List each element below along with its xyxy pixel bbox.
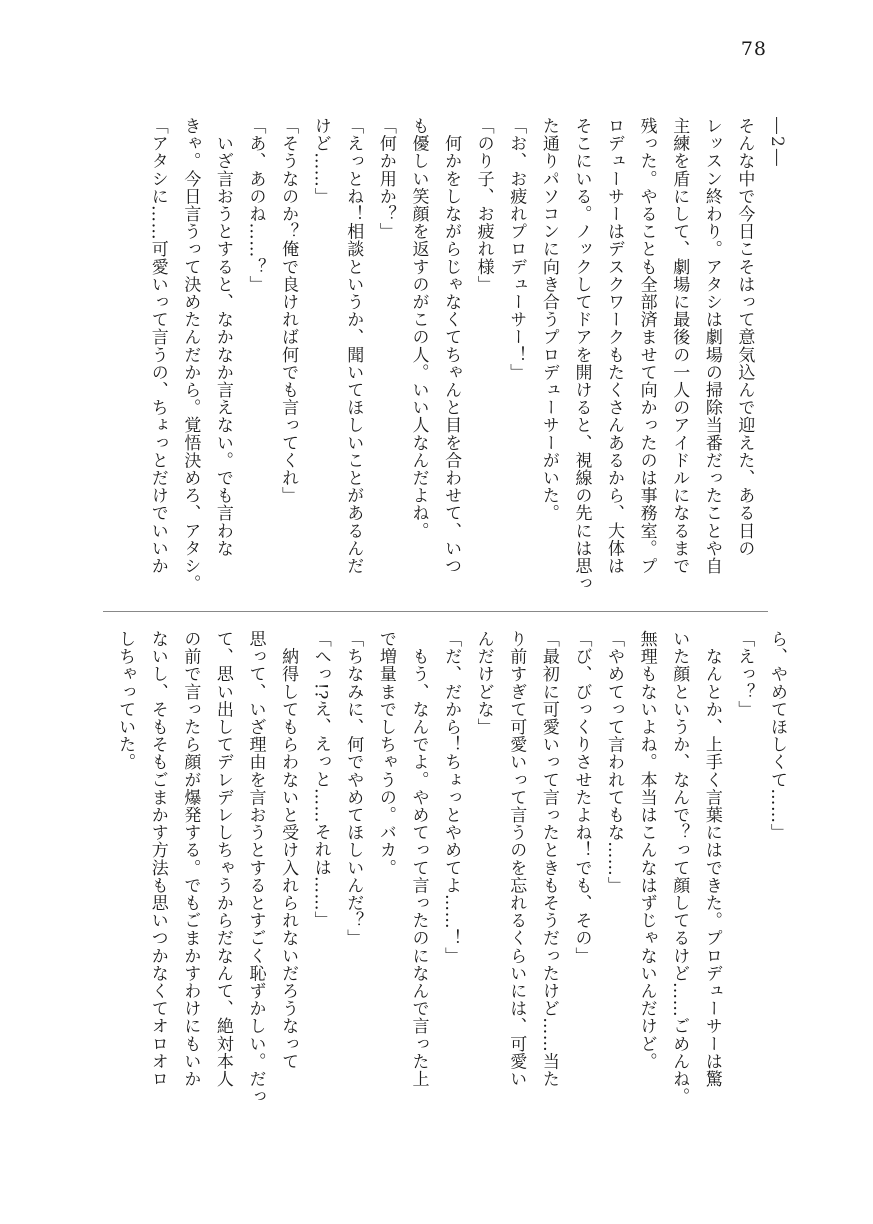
text-line: 「あ、あのね……？」 [245,117,266,293]
text-line: 「のり子、お疲れ様」 [473,117,494,293]
text-line: いざ言おうとすると、なかなか言えない。でも言わな [212,117,233,557]
text-line: 納得してもらわないと受け入れられないだろうなって [278,630,299,1070]
text-line: も優しい笑顔を返すのがこの人。いい人なんだよね。 [408,117,429,540]
text-line: なんとか、上手く言葉にはできた。プロデューサーは驚 [701,630,722,1088]
top-text-block [93,117,793,607]
text-line: 「へっ!?え、えっと……それは……」 [310,630,331,929]
text-line: きゃ。今日言うって決めたんだから。覚悟決めろ、アタシ。 [180,117,201,593]
text-line: た通りパソコンに向き合うプロデューサーがいた。 [538,117,559,522]
bottom-text-block [93,630,793,1130]
chapter-heading: ―2― [767,117,787,168]
text-line: 思って、いざ理由を言おうとするとすごく恥ずかしい。だっ [245,630,266,1106]
text-line: り前すぎて可愛いって言うのを忘れるくらいには、可愛い [506,630,527,1088]
text-line: 「えっ？」 [734,630,755,718]
text-line: 「やめてって言われてもな……」 [604,630,625,894]
text-line: 「び、びっくりさせたよね！でも、その」 [571,630,592,965]
text-line: 「そうなのか？俺で良ければ何でも言ってくれ」 [278,117,299,505]
text-line: で増量までしちゃうの。バカ。 [375,630,396,877]
text-line: そこにいる。ノックしてドアを開けると、視線の先には思っ [571,117,592,593]
text-line: しちゃっていた。 [115,630,136,771]
text-line: 「お、お疲れプロデューサー！」 [506,117,527,381]
text-line: 残った。やることも全部済ませて向かったのは事務室。プ [636,117,657,575]
text-line: もう、なんでよ。やめてって言ったのになんで言った上 [408,630,429,1088]
text-line: いた顔というか、なんで？って顔してるけど……ごめんね。 [669,630,690,1106]
text-line: 「アタシに……可愛いって言うの、ちょっとだけでいいか [147,117,168,575]
text-line: けど……」 [310,117,331,205]
text-line: 「何か用か？」 [375,117,396,241]
text-line: の前で言ったら顔が爆発する。でもごまかすわけにもいか [180,630,201,1088]
text-line: んだけどな」 [473,630,494,736]
text-line: 無理もないよね。本当はこんなはずじゃないんだけど。 [636,630,657,1070]
text-line: て、思い出してデレデレしちゃうからだなんて、絶対本人 [212,630,233,1088]
text-line: 「最初に可愛いって言ったときもそうだったけど……当た [538,630,559,1088]
text-line: 主練を盾にして、劇場に最後の一人のアイドルになるまで [669,117,690,575]
text-line: ないし、そもそもごまかす方法も思いつかなくてオロオロ [147,630,168,1088]
page-number: 78 [740,38,767,60]
text-line: そんな中で今日こそはって意気込んで迎えた、ある日の [734,117,755,557]
text-line: 何かをしながらじゃなくてちゃんと目を合わせて、いつ [441,117,462,575]
text-line: 「ちなみに、何でやめてほしいんだ？」 [343,630,364,947]
text-line: レッスン終わり。アタシは劇場の掃除当番だったことや自 [701,117,722,575]
text-line: ロデューサーはデスクワークもたくさんあるから、大体は [604,117,625,575]
text-line: ら、やめてほしくて……」 [767,630,787,842]
section-divider [103,611,768,612]
text-line: 「だ、だから！ちょっとやめてよ……！」 [441,630,462,965]
text-line: 「えっとね！相談というか、聞いてほしいことがあるんだ [343,117,364,575]
